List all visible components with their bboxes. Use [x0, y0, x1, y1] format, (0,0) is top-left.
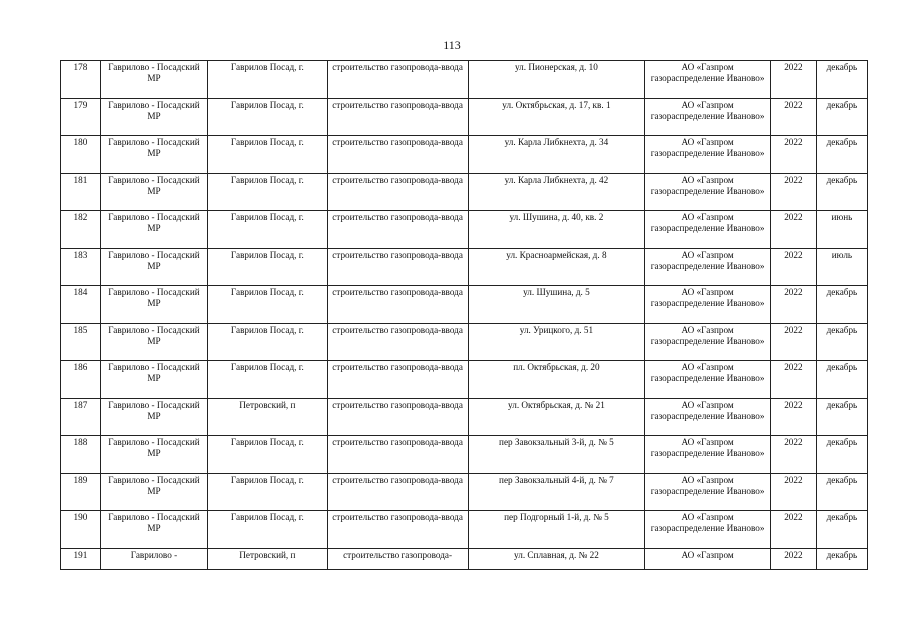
row-number-cell: 188	[61, 436, 101, 474]
month-cell: декабрь	[816, 136, 867, 174]
locality-cell: Гаврилов Посад, г.	[208, 286, 328, 324]
table-row	[61, 211, 868, 249]
year-cell: 2022	[770, 211, 816, 249]
table-row	[61, 398, 868, 436]
month-cell: декабрь	[816, 61, 867, 99]
year-cell: 2022	[770, 248, 816, 286]
page-number: 113	[443, 38, 461, 52]
address-cell: пл. Октябрьская, д. 20	[468, 361, 645, 399]
month-cell: декабрь	[816, 436, 867, 474]
month-cell: декабрь	[816, 548, 867, 569]
organization-cell: АО «Газпром газораспределение Иваново»	[645, 61, 771, 99]
row-number-cell: 178	[61, 61, 101, 99]
address-cell: ул. Шушина, д. 40, кв. 2	[468, 211, 645, 249]
table-body	[61, 61, 868, 570]
organization-cell: АО «Газпром газораспределение Иваново»	[645, 136, 771, 174]
work-type-cell: строительство газопровода-ввода	[327, 136, 468, 174]
organization-cell: АО «Газпром газораспределение Иваново»	[645, 323, 771, 361]
month-cell: декабрь	[816, 398, 867, 436]
district-cell: Гаврилово - Посадский МР	[100, 173, 207, 211]
table-row	[61, 511, 868, 549]
table-row	[61, 173, 868, 211]
organization-cell: АО «Газпром газораспределение Иваново»	[645, 98, 771, 136]
work-type-cell: строительство газопровода-	[327, 548, 468, 569]
organization-cell: АО «Газпром	[645, 548, 771, 569]
organization-cell: АО «Газпром газораспределение Иваново»	[645, 398, 771, 436]
table-row	[61, 248, 868, 286]
organization-cell: АО «Газпром газораспределение Иваново»	[645, 361, 771, 399]
address-cell: ул. Октябрьская, д. № 21	[468, 398, 645, 436]
address-cell: пер Подгорный 1-й, д. № 5	[468, 511, 645, 549]
table-row	[61, 436, 868, 474]
address-cell: ул. Октябрьская, д. 17, кв. 1	[468, 98, 645, 136]
month-cell: декабрь	[816, 173, 867, 211]
district-cell: Гаврилово - Посадский МР	[100, 61, 207, 99]
address-cell: ул. Сплавная, д. № 22	[468, 548, 645, 569]
locality-cell: Гаврилов Посад, г.	[208, 173, 328, 211]
year-cell: 2022	[770, 323, 816, 361]
work-type-cell: строительство газопровода-ввода	[327, 61, 468, 99]
month-cell: июль	[816, 248, 867, 286]
district-cell: Гаврилово - Посадский МР	[100, 136, 207, 174]
district-cell: Гаврилово - Посадский МР	[100, 473, 207, 511]
row-number-cell: 191	[61, 548, 101, 569]
year-cell: 2022	[770, 61, 816, 99]
row-number-cell: 186	[61, 361, 101, 399]
organization-cell: АО «Газпром газораспределение Иваново»	[645, 436, 771, 474]
row-number-cell: 189	[61, 473, 101, 511]
year-cell: 2022	[770, 361, 816, 399]
address-cell: ул. Карла Либкнехта, д. 34	[468, 136, 645, 174]
month-cell: июнь	[816, 211, 867, 249]
year-cell: 2022	[770, 511, 816, 549]
district-cell: Гаврилово - Посадский МР	[100, 361, 207, 399]
district-cell: Гаврилово - Посадский МР	[100, 248, 207, 286]
locality-cell: Гаврилов Посад, г.	[208, 361, 328, 399]
table-row	[61, 286, 868, 324]
locality-cell: Гаврилов Посад, г.	[208, 211, 328, 249]
row-number-cell: 183	[61, 248, 101, 286]
address-cell: ул. Пионерская, д. 10	[468, 61, 645, 99]
table-row	[61, 548, 868, 569]
organization-cell: АО «Газпром газораспределение Иваново»	[645, 248, 771, 286]
row-number-cell: 180	[61, 136, 101, 174]
work-type-cell: строительство газопровода-ввода	[327, 323, 468, 361]
address-cell: ул. Урицкого, д. 51	[468, 323, 645, 361]
locality-cell: Гаврилов Посад, г.	[208, 136, 328, 174]
work-type-cell: строительство газопровода-ввода	[327, 286, 468, 324]
year-cell: 2022	[770, 398, 816, 436]
work-type-cell: строительство газопровода-ввода	[327, 211, 468, 249]
organization-cell: АО «Газпром газораспределение Иваново»	[645, 286, 771, 324]
locality-cell: Гаврилов Посад, г.	[208, 511, 328, 549]
address-cell: ул. Карла Либкнехта, д. 42	[468, 173, 645, 211]
month-cell: декабрь	[816, 323, 867, 361]
row-number-cell: 190	[61, 511, 101, 549]
address-cell: пер Завокзальный 4-й, д. № 7	[468, 473, 645, 511]
locality-cell: Петровский, п	[208, 398, 328, 436]
work-type-cell: строительство газопровода-ввода	[327, 436, 468, 474]
row-number-cell: 184	[61, 286, 101, 324]
district-cell: Гаврилово - Посадский МР	[100, 436, 207, 474]
locality-cell: Гаврилов Посад, г.	[208, 98, 328, 136]
table-row	[61, 136, 868, 174]
year-cell: 2022	[770, 173, 816, 211]
year-cell: 2022	[770, 548, 816, 569]
month-cell: декабрь	[816, 98, 867, 136]
district-cell: Гаврилово - Посадский МР	[100, 323, 207, 361]
month-cell: декабрь	[816, 361, 867, 399]
organization-cell: АО «Газпром газораспределение Иваново»	[645, 473, 771, 511]
district-cell: Гаврилово - Посадский МР	[100, 98, 207, 136]
address-cell: ул. Шушина, д. 5	[468, 286, 645, 324]
year-cell: 2022	[770, 473, 816, 511]
address-cell: пер Завокзальный 3-й, д. № 5	[468, 436, 645, 474]
locality-cell: Гаврилов Посад, г.	[208, 323, 328, 361]
organization-cell: АО «Газпром газораспределение Иваново»	[645, 173, 771, 211]
month-cell: декабрь	[816, 511, 867, 549]
table-row	[61, 61, 868, 99]
work-type-cell: строительство газопровода-ввода	[327, 398, 468, 436]
year-cell: 2022	[770, 136, 816, 174]
row-number-cell: 187	[61, 398, 101, 436]
row-number-cell: 181	[61, 173, 101, 211]
work-type-cell: строительство газопровода-ввода	[327, 361, 468, 399]
district-cell: Гаврилово - Посадский МР	[100, 286, 207, 324]
district-cell: Гаврилово - Посадский МР	[100, 211, 207, 249]
row-number-cell: 179	[61, 98, 101, 136]
locality-cell: Гаврилов Посад, г.	[208, 61, 328, 99]
organization-cell: АО «Газпром газораспределение Иваново»	[645, 511, 771, 549]
work-type-cell: строительство газопровода-ввода	[327, 511, 468, 549]
year-cell: 2022	[770, 98, 816, 136]
month-cell: декабрь	[816, 286, 867, 324]
district-cell: Гаврилово - Посадский МР	[100, 511, 207, 549]
row-number-cell: 182	[61, 211, 101, 249]
table-row	[61, 473, 868, 511]
organization-cell: АО «Газпром газораспределение Иваново»	[645, 211, 771, 249]
work-type-cell: строительство газопровода-ввода	[327, 173, 468, 211]
table-row	[61, 323, 868, 361]
locality-cell: Гаврилов Посад, г.	[208, 436, 328, 474]
locality-cell: Гаврилов Посад, г.	[208, 248, 328, 286]
work-type-cell: строительство газопровода-ввода	[327, 473, 468, 511]
year-cell: 2022	[770, 436, 816, 474]
district-cell: Гаврилово - Посадский МР	[100, 398, 207, 436]
table-row	[61, 98, 868, 136]
month-cell: декабрь	[816, 473, 867, 511]
year-cell: 2022	[770, 286, 816, 324]
work-type-cell: строительство газопровода-ввода	[327, 98, 468, 136]
address-cell: ул. Красноармейская, д. 8	[468, 248, 645, 286]
table-row	[61, 361, 868, 399]
gas-pipeline-table	[60, 60, 868, 570]
district-cell: Гаврилово -	[100, 548, 207, 569]
locality-cell: Гаврилов Посад, г.	[208, 473, 328, 511]
locality-cell: Петровский, п	[208, 548, 328, 569]
row-number-cell: 185	[61, 323, 101, 361]
work-type-cell: строительство газопровода-ввода	[327, 248, 468, 286]
